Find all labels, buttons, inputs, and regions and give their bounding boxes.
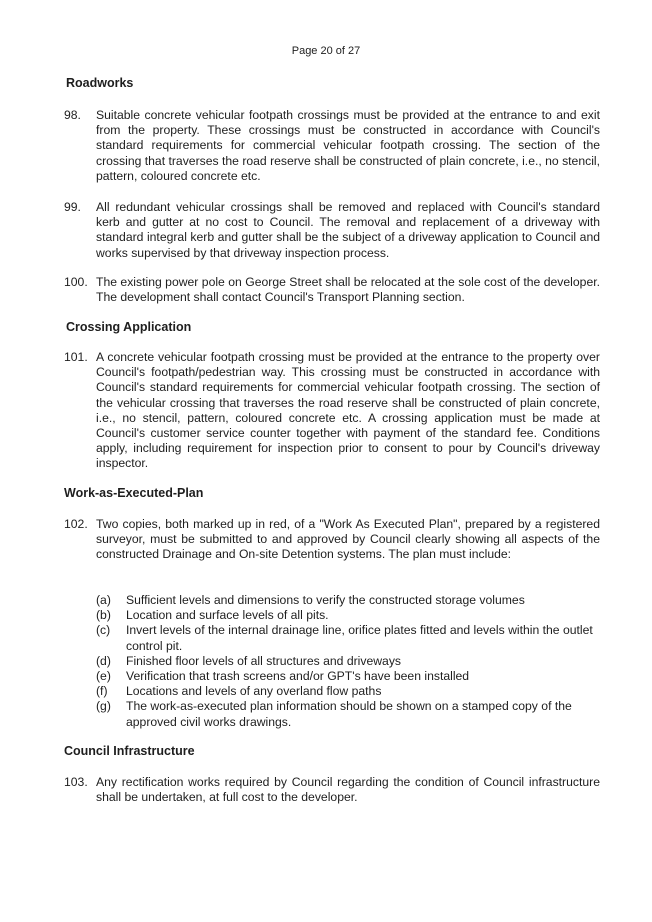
section-heading-crossing-application: Crossing Application xyxy=(66,320,192,334)
list-item xyxy=(96,684,600,699)
condition-text: All redundant vehicular crossings shall be removed and replaced with Council's standard kerb and gutter at no cost to Council. The removal and replacement of a driveway with standard integral kerb and gutter shall be the subject of a driveway application to Council and works supervised by that driveway inspection process. xyxy=(96,200,600,260)
condition-item-101 xyxy=(64,350,600,472)
list-item xyxy=(96,654,600,669)
condition-number: 98. xyxy=(64,108,81,122)
list-item-text: The work-as-executed plan information should be shown on a stamped copy of the approved civil works drawings. xyxy=(126,699,572,729)
condition-text: Two copies, both marked up in red, of a "Work As Executed Plan", prepared by a registered surveyor, must be submitted to and approved by Council clearly showing all aspects of the constructed Drainage and On-site Detention systems. The plan must include: xyxy=(96,517,600,562)
section-heading-roadworks: Roadworks xyxy=(66,76,134,90)
list-item-letter: (g) xyxy=(96,699,111,714)
condition-text: Suitable concrete vehicular footpath crossings must be provided at the entrance to and exit from the property. These crossings must be constructed in accordance with Council's standard requirements for commercial vehicular footpath crossing. The section of the crossing that traverses the road reserve shall be constructed of plain concrete, i.e., no stencil, pattern, coloured concrete etc. xyxy=(96,108,601,183)
list-item-text: Locations and levels of any overland flow paths xyxy=(126,684,382,699)
section-heading-work-as-executed-plan: Work-as-Executed-Plan xyxy=(64,486,204,500)
list-item xyxy=(96,699,600,729)
condition-item-98 xyxy=(64,108,600,184)
condition-number: 99. xyxy=(64,200,81,214)
condition-item-99 xyxy=(64,200,600,261)
list-item-letter: (b) xyxy=(96,608,111,623)
list-item-letter: (e) xyxy=(96,669,111,684)
condition-text: A concrete vehicular footpath crossing must be provided at the entrance to the property over Council's footpath/pedestrian way. This crossing must be constructed in accordance with Council's standard requirements for commercial vehicular footpath crossing. The section of the vehicular crossing that traverses the road reserve shall be constructed of plain concrete, i.e., no stencil, pattern, coloured concrete etc. A crossing application must be made at Council's customer service counter together with payment of the standard fee. Conditions apply, including requirement for inspection prior to consent to pour by Council's driveway inspector. xyxy=(96,350,600,471)
list-item-letter: (d) xyxy=(96,653,111,668)
list-item-text: Location and surface levels of all pits. xyxy=(126,608,329,623)
list-item-text: Verification that trash screens and/or GPT's have been installed xyxy=(126,669,470,684)
list-item-letter: (c) xyxy=(96,623,111,638)
condition-number: 101. xyxy=(64,350,88,364)
list-item xyxy=(96,623,600,653)
condition-text: The existing power pole on George Street shall be relocated at the sole cost of the developer. The development shall contact Council's Transport Planning section. xyxy=(96,275,600,305)
list-item xyxy=(96,593,600,608)
plan-requirements-list xyxy=(96,593,600,730)
list-item-text: Sufficient levels and dimensions to verify the constructed storage volumes xyxy=(126,593,525,607)
condition-number: 102. xyxy=(64,517,88,531)
list-item-text: Finished floor levels of all structures and driveways xyxy=(126,653,402,668)
condition-number: 100. xyxy=(64,275,88,289)
list-item-letter: (f) xyxy=(96,684,108,699)
condition-text: Any rectification works required by Council regarding the condition of Council infrastructure shall be undertaken, at full cost to the developer. xyxy=(96,775,600,805)
condition-item-100 xyxy=(64,275,600,305)
condition-number: 103. xyxy=(64,775,88,789)
list-item xyxy=(96,608,600,623)
list-item-letter: (a) xyxy=(96,593,111,607)
condition-item-103 xyxy=(64,775,600,805)
condition-item-102 xyxy=(64,517,600,563)
section-heading-council-infrastructure: Council Infrastructure xyxy=(64,744,195,758)
page-number: Page 20 of 27 xyxy=(291,45,361,57)
list-item-text: Invert levels of the internal drainage line, orifice plates fitted and levels within the outlet control pit. xyxy=(126,623,593,653)
list-item xyxy=(96,669,600,684)
